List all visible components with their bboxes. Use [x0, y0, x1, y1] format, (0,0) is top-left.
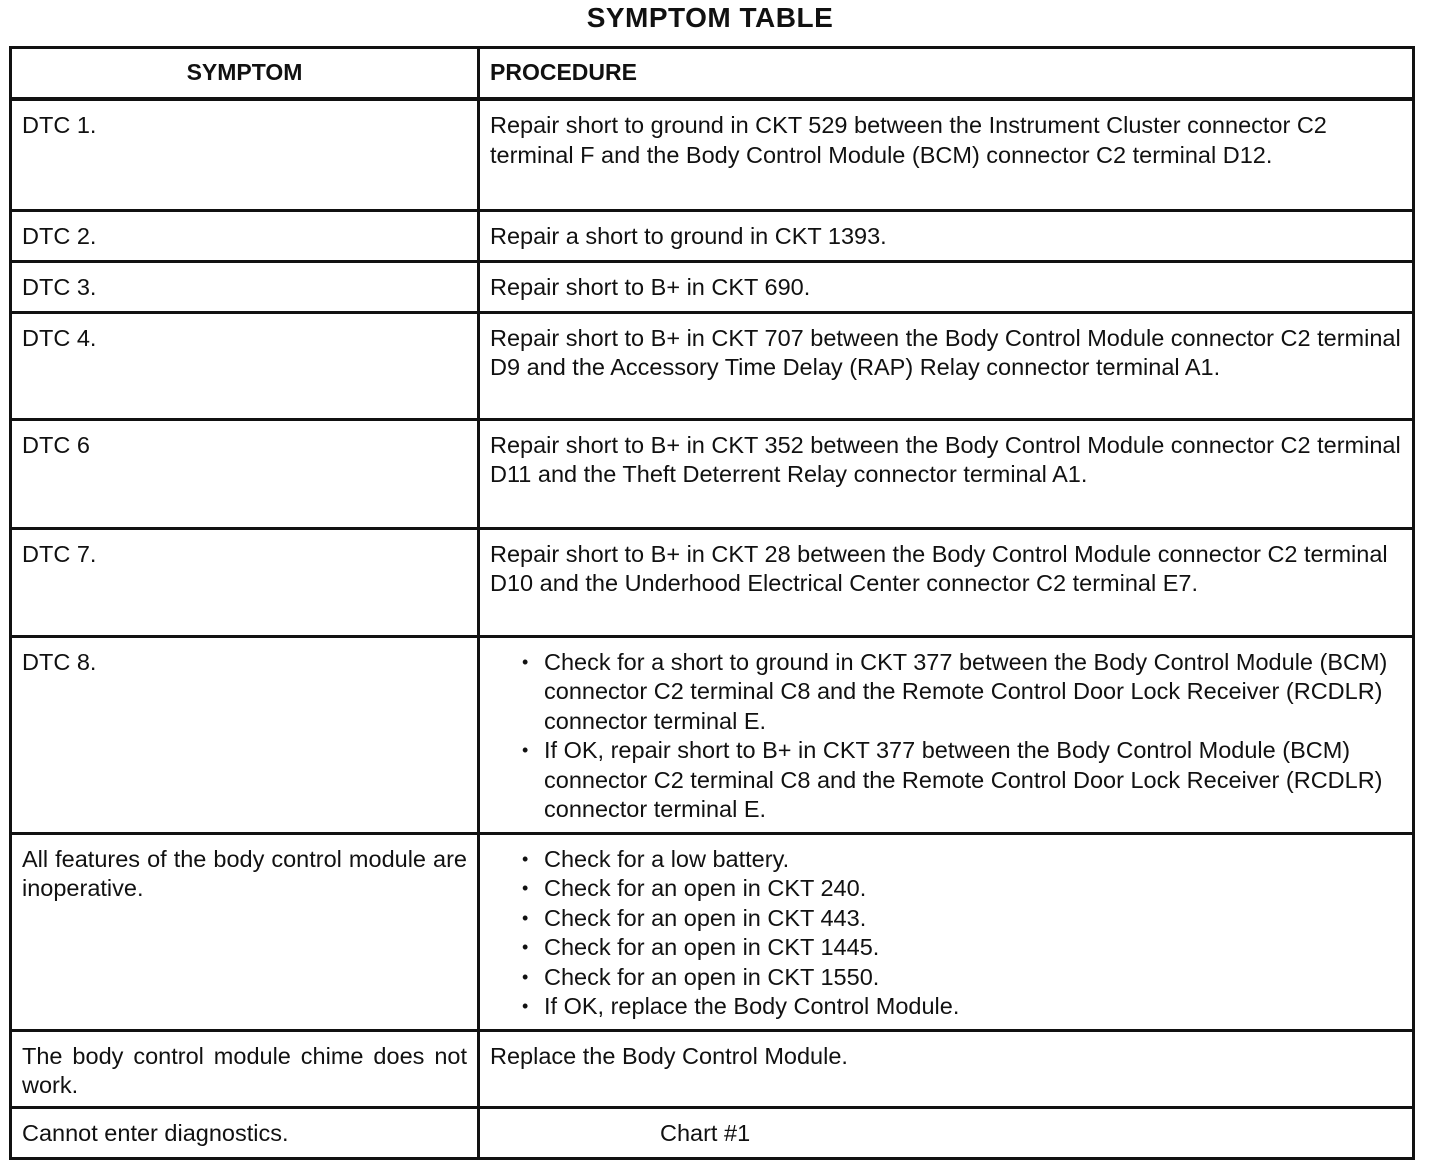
procedure-bullet: • Check for an open in CKT 1550.: [522, 963, 1402, 993]
table-row: [11, 261, 1414, 312]
procedure-bullet: • Check for a short to ground in CKT 377 between the Body Control Module (BCM) connector C2 terminal C8 and the Remote Control Door Lock Receiver (RCDLR) connector terminal E.: [522, 648, 1402, 737]
symptom-cell: The body control module chime does not work.: [11, 1030, 479, 1107]
procedure-bullet: • Check for an open in CKT 443.: [522, 904, 1402, 934]
procedure-bullet: • If OK, replace the Body Control Module.: [522, 992, 1402, 1022]
table-row: [11, 210, 1414, 261]
procedure-cell: Replace the Body Control Module.: [479, 1030, 1414, 1107]
table-row: [11, 419, 1414, 528]
symptom-cell: All features of the body control module are inoperative.: [11, 833, 479, 1030]
procedure-cell: [479, 1107, 1414, 1158]
procedure-bullet: • Check for an open in CKT 1445.: [522, 933, 1402, 963]
symptom-cell: DTC 2.: [11, 210, 479, 261]
table-row: [11, 636, 1414, 833]
procedure-bullet: • Check for a low battery.: [522, 845, 1402, 875]
procedure-cell: [479, 833, 1414, 1030]
procedure-cell: Repair short to B+ in CKT 690.: [479, 261, 1414, 312]
table-row: [11, 1030, 1414, 1107]
table-header-row: [11, 48, 1414, 100]
table-row: [11, 528, 1414, 636]
procedure-bullet: • If OK, repair short to B+ in CKT 377 between the Body Control Module (BCM) connector C2 terminal C8 and the Remote Control Door Lock Receiver (RCDLR) connector terminal E.: [522, 736, 1402, 825]
header-symptom: SYMPTOM: [11, 48, 479, 100]
procedure-bullet-list: [490, 648, 1402, 825]
table-row: [11, 1107, 1414, 1158]
symptom-cell: DTC 8.: [11, 636, 479, 833]
chart-reference: Chart #1: [660, 1119, 751, 1146]
table-row: [11, 312, 1414, 419]
procedure-cell: Repair a short to ground in CKT 1393.: [479, 210, 1414, 261]
symptom-cell: DTC 7.: [11, 528, 479, 636]
procedure-bullet: • Check for an open in CKT 240.: [522, 874, 1402, 904]
symptom-cell: DTC 4.: [11, 312, 479, 419]
symptom-cell: Cannot enter diagnostics.: [11, 1107, 479, 1158]
table-row: [11, 99, 1414, 210]
procedure-cell: Repair short to B+ in CKT 28 between the Body Control Module connector C2 terminal D10 and the Underhood Electrical Center connector C2 terminal E7.: [479, 528, 1414, 636]
symptom-cell: DTC 3.: [11, 261, 479, 312]
procedure-cell: Repair short to B+ in CKT 707 between the Body Control Module connector C2 terminal D9 and the Accessory Time Delay (RAP) Relay connector terminal A1.: [479, 312, 1414, 419]
page-title: SYMPTOM TABLE: [586, 2, 834, 33]
procedure-cell: [479, 636, 1414, 833]
table-row: [11, 833, 1414, 1030]
procedure-cell: Repair short to ground in CKT 529 between the Instrument Cluster connector C2 terminal F and the Body Control Module (BCM) connector C2 terminal D12.: [479, 99, 1414, 210]
header-procedure: PROCEDURE: [479, 48, 1414, 100]
symptom-cell: DTC 6: [11, 419, 479, 528]
procedure-bullet-list: [490, 845, 1402, 1022]
symptom-cell: DTC 1.: [11, 99, 479, 210]
procedure-cell: Repair short to B+ in CKT 352 between the Body Control Module connector C2 terminal D11 and the Theft Deterrent Relay connector terminal A1.: [479, 419, 1414, 528]
symptom-table: [9, 46, 1415, 1160]
